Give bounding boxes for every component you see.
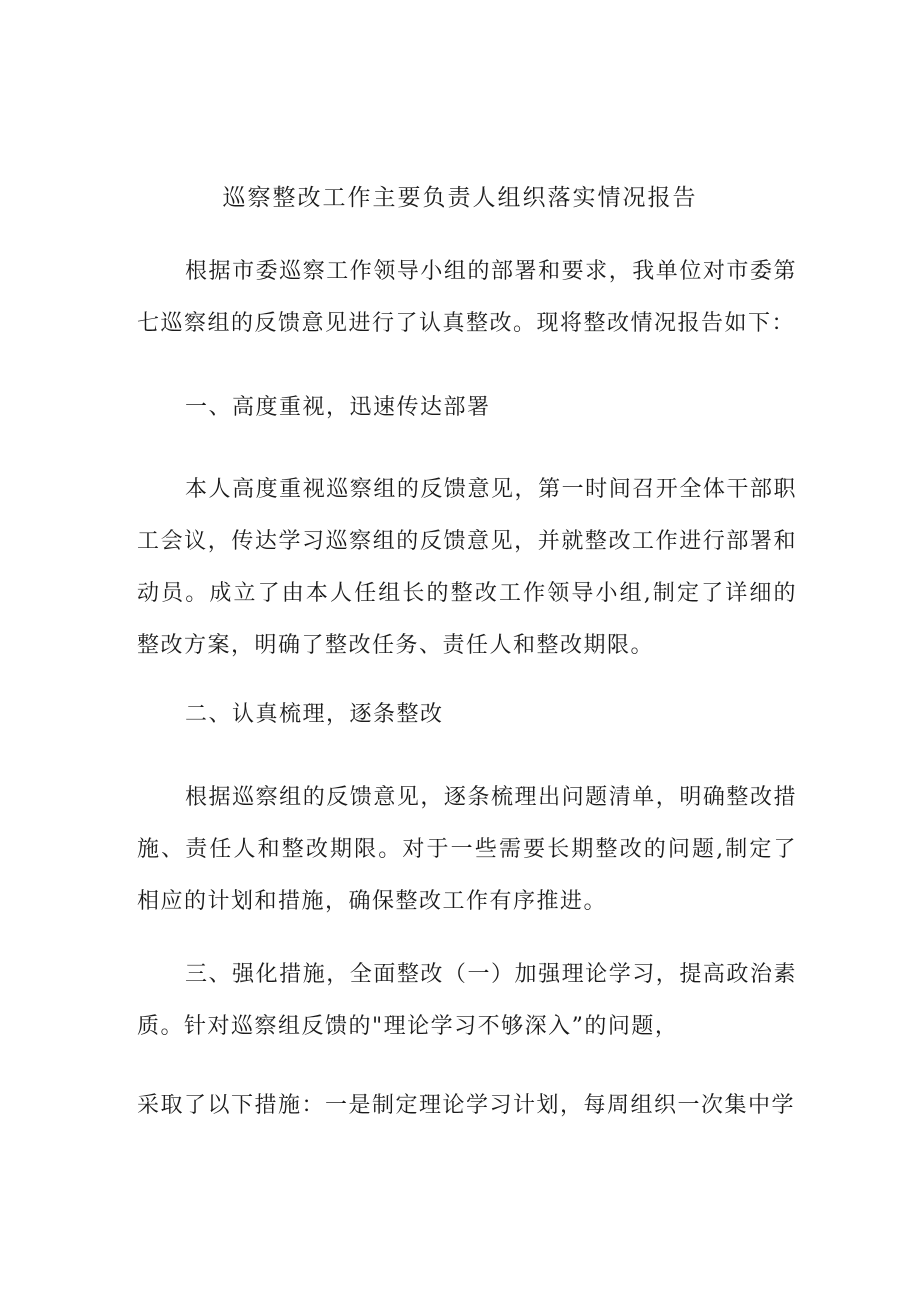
section-2-heading: 二、认真梳理，逐条整改	[185, 702, 444, 727]
section-3-continuation: 采取了以下措施：一是制定理论学习计划，每周组织一次集中学	[137, 1093, 796, 1118]
section-2-paragraph: 根据巡察组的反馈意见，逐条梳理出问题清单，明确整改措施、责任人和整改期限。对于一些需要长期整改的问题,制定了相应的计划和措施，确保整改工作有序推进。	[137, 785, 797, 914]
document-title: 巡察整改工作主要负责人组织落实情况报告	[222, 185, 698, 211]
section-3-paragraph: 三、强化措施，全面整改（一）加强理论学习，提高政治素质。针对巡察组反馈的"理论学习不够深入”的问题，	[137, 962, 797, 1039]
section-1-paragraph: 本人高度重视巡察组的反馈意见，第一时间召开全体干部职工会议，传达学习巡察组的反馈意见，并就整改工作进行部署和动员。成立了由本人任组长的整改工作领导小组,制定了详细的整改方案，明确了整改任务、责任人和整改期限。	[137, 477, 797, 658]
intro-paragraph: 根据市委巡察工作领导小组的部署和要求，我单位对市委第七巡察组的反馈意见进行了认真整改。现将整改情况报告如下：	[137, 259, 797, 336]
section-1-heading: 一、高度重视，迅速传达部署	[185, 395, 491, 420]
